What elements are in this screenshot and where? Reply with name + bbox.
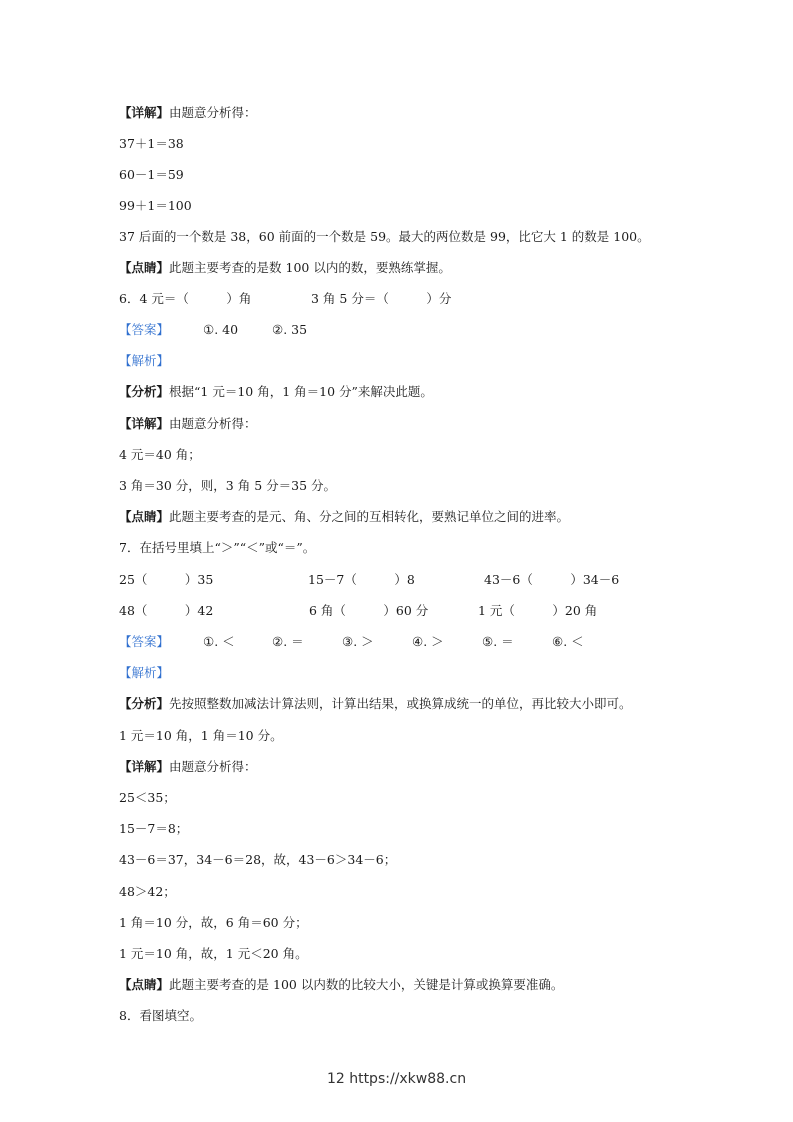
detail-text: 由题意分析得： xyxy=(169,416,257,431)
analysis-label: 【分析】 xyxy=(119,696,170,711)
remark-label: 【点睛】 xyxy=(119,260,170,275)
question-6-part-a: 6．4 元＝（ ）角 xyxy=(119,291,252,306)
question-7-r2-c: 1 元（ ）20 角 xyxy=(478,603,598,618)
analysis-6-heading: 【解析】 xyxy=(119,353,170,368)
question-7-r1-a: 25（ ）35 xyxy=(119,572,214,587)
analysis-text: 根据“1 元＝10 角，1 角＝10 分”来解决此题。 xyxy=(169,384,433,399)
detail-heading-7 xyxy=(119,759,257,775)
answer-7-item-2: ②. ＝ xyxy=(272,634,304,649)
analysis-7 xyxy=(119,696,632,712)
remark-6 xyxy=(119,509,569,525)
remark-label: 【点睛】 xyxy=(119,977,170,992)
analysis-7-line-2: 1 元＝10 角，1 角＝10 分。 xyxy=(119,728,283,743)
remark-label: 【点睛】 xyxy=(119,509,170,524)
question-7-r1-c: 43－6（ ）34－6 xyxy=(484,572,620,587)
detail-text: 由题意分析得： xyxy=(169,759,257,774)
remark-7 xyxy=(119,977,563,993)
answer-6-label: 【答案】 xyxy=(119,322,170,337)
solution-line: 99＋1＝100 xyxy=(119,198,192,213)
answer-7-item-5: ⑤. ＝ xyxy=(482,634,514,649)
solution-line: 37 后面的一个数是 38，60 前面的一个数是 59。最大的两位数是 99，比它大 1 的数是 100。 xyxy=(119,229,650,244)
analysis-6 xyxy=(119,384,433,400)
detail-heading-5 xyxy=(119,105,257,121)
detail-text: 由题意分析得： xyxy=(169,105,257,120)
answer-7-item-1: ①. ＜ xyxy=(203,634,235,649)
question-8: 8．看图填空。 xyxy=(119,1008,202,1023)
detail-label: 【详解】 xyxy=(119,416,170,431)
detail-label: 【详解】 xyxy=(119,759,170,774)
analysis-7-heading: 【解析】 xyxy=(119,665,170,680)
answer-6-item-2: ②. 35 xyxy=(272,322,308,337)
analysis-label: 【分析】 xyxy=(119,384,170,399)
remark-text: 此题主要考查的是元、角、分之间的互相转化，要熟记单位之间的进率。 xyxy=(169,509,570,524)
answer-7-item-3: ③. ＞ xyxy=(342,634,374,649)
remark-text: 此题主要考查的是 100 以内数的比较大小，关键是计算或换算要准确。 xyxy=(169,977,564,992)
question-7: 7．在括号里填上“＞”“＜”或“＝”。 xyxy=(119,540,316,555)
analysis-text: 先按照整数加减法计算法则，计算出结果，或换算成统一的单位，再比较大小即可。 xyxy=(169,696,632,711)
solution-line: 15－7＝8； xyxy=(119,821,189,836)
solution-line: 25＜35； xyxy=(119,790,176,805)
answer-7-item-4: ④. ＞ xyxy=(412,634,444,649)
solution-line: 60－1＝59 xyxy=(119,167,184,182)
solution-line: 4 元＝40 角； xyxy=(119,447,201,462)
answer-7-item-6: ⑥. ＜ xyxy=(552,634,584,649)
solution-line: 48＞42； xyxy=(119,884,176,899)
remark-5 xyxy=(119,260,451,276)
solution-line: 3 角＝30 分，则，3 角 5 分＝35 分。 xyxy=(119,478,337,493)
detail-label: 【详解】 xyxy=(119,105,170,120)
remark-text: 此题主要考查的是数 100 以内的数，要熟练掌握。 xyxy=(169,260,451,275)
question-6-part-b: 3 角 5 分＝（ ）分 xyxy=(311,291,452,306)
question-7-r2-a: 48（ ）42 xyxy=(119,603,214,618)
page-footer: 12 https://xkw88.cn xyxy=(326,1071,467,1087)
answer-7-label: 【答案】 xyxy=(119,634,170,649)
question-7-r1-b: 15－7（ ）8 xyxy=(308,572,415,587)
detail-heading-6 xyxy=(119,416,257,432)
question-7-r2-b: 6 角（ ）60 分 xyxy=(309,603,429,618)
solution-line: 37＋1＝38 xyxy=(119,136,184,151)
solution-line: 43－6＝37，34－6＝28，故，43－6＞34－6； xyxy=(119,852,397,867)
answer-6-item-1: ①. 40 xyxy=(203,322,239,337)
solution-line: 1 元＝10 角，故，1 元＜20 角。 xyxy=(119,946,308,961)
solution-line: 1 角＝10 分，故，6 角＝60 分； xyxy=(119,915,308,930)
